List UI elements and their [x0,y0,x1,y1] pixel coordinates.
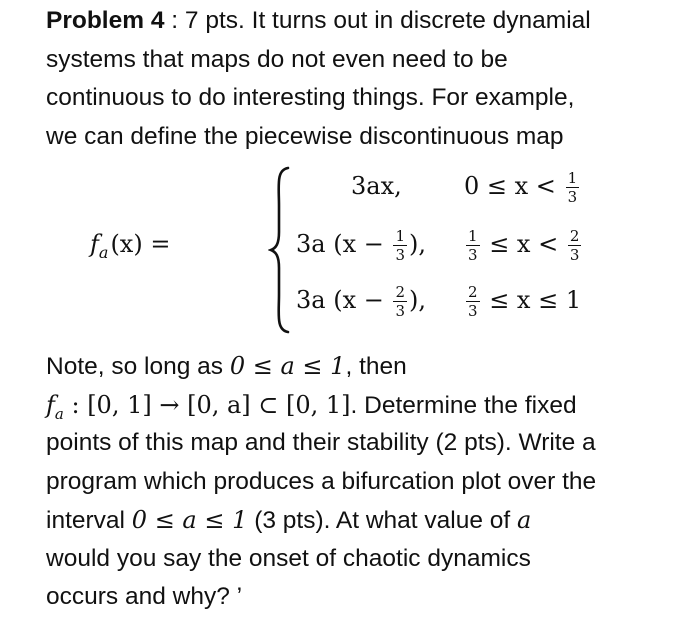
note-paragraph [46,347,596,617]
note-line-5: interval 0 ≤ a ≤ 1 (3 pts). At what value of a [46,506,532,534]
intro-line-3: continuous to do interesting things. For example, [46,84,575,111]
left-brace-icon [268,166,292,334]
case-2-condition-left-fraction: $\frac{1}{3}$ [468,227,478,264]
note-line-4: program which produces a bifurcation plot over the [46,467,597,495]
intro-line-2: systems that maps do not even need to be [46,45,508,73]
case-3-condition-left-fraction: $\frac{2}{3}$ [468,283,478,320]
note-line-1: Note, so long as 0 ≤ a ≤ 1, then [46,352,407,380]
case-row-2-condition [464,222,583,266]
case-2-expression-prefix: 3a (x − [296,230,384,258]
intro-paragraph [46,0,591,156]
case-row-3-condition [464,278,581,322]
problem-label: Problem 4 [46,7,165,34]
case-2-condition-right-fraction: $\frac{2}{3}$ [569,227,580,264]
intro-line-4: we can define the piecewise discontinuous map [46,122,564,150]
note-line-2-math: : [0, 1] → [0, a] ⊂ [0, 1] [63,390,351,419]
case-2-expression-suffix: ), [409,230,427,258]
note-line-2: $f_a$ : [0, 1] → [0, a] ⊂ [0, 1]. Determine the fixed [46,390,577,423]
case-row-2 [296,222,426,266]
case-3-expression-fraction: $\frac{2}{3}$ [395,283,406,320]
piecewise-equation [46,160,686,340]
case-3-expression-prefix: 3a (x − [296,286,384,314]
note-line-5-math: 0 ≤ a ≤ 1 [131,506,248,534]
case-row-1 [351,164,402,208]
intro-line-1: It turns out in discrete dynamial [244,7,591,34]
case-row-3 [296,278,426,322]
note-line-7: occurs and why? ’ [46,583,243,610]
case-3-expression-suffix: ), [409,286,427,314]
case-3-condition: ≤ x ≤ 1 [489,286,582,314]
case-2-condition: ≤ x < [489,230,559,258]
equation-lhs: $f_a(x)$ = [90,230,171,262]
note-line-6: would you say the onset of chaotic dynamics [46,544,531,572]
problem-points: 7 pts. [184,7,245,34]
case-1-condition: 0 ≤ x < [464,172,556,200]
case-1-expression: 3ax, [351,172,402,200]
note-line-3: points of this map and their stability (2 pts). Write a [46,429,596,456]
case-row-1-condition [464,164,581,208]
note-line-1-math: 0 ≤ a ≤ 1 [229,352,346,380]
case-1-fraction: $\frac{1}{3}$ [567,169,578,206]
problem-separator: : [164,7,185,34]
case-2-expression-fraction: $\frac{1}{3}$ [395,227,406,264]
